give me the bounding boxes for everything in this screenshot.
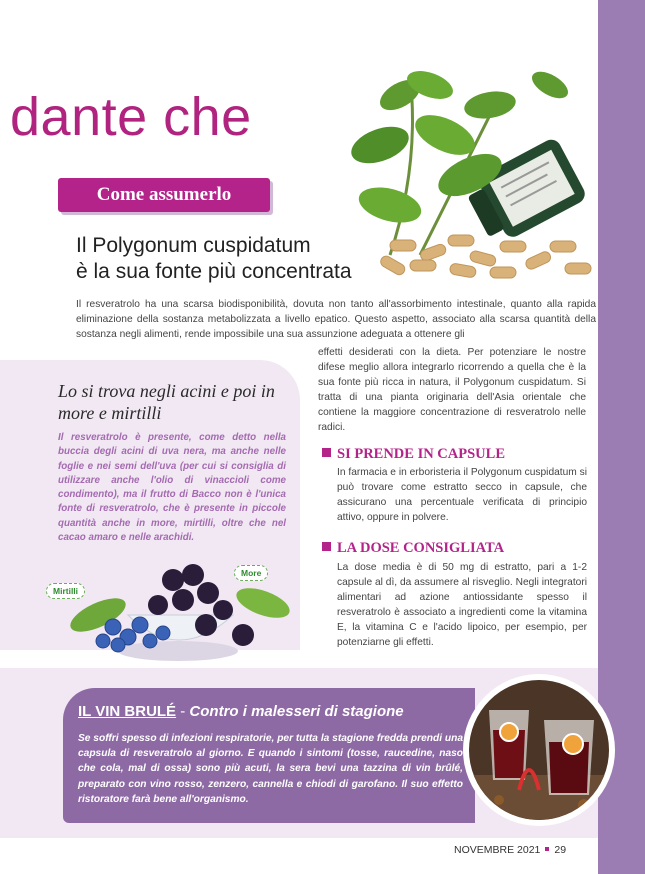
section-heading-capsule	[322, 446, 505, 463]
bullet-square-icon	[322, 448, 331, 457]
tag-blackberries: More	[234, 565, 268, 581]
section-paragraph-dose: La dose media è di 50 mg di estratto, pari a 1-2 capsule al dì, da assumere al risveglio. Negli integratori alimentari ad azione antiossidante spesso il resveratrolo è associato a ingredienti come la vitamina E, la vitamina C e l'acido lipoico, per esempio, per potenziarne gli effetti.	[337, 562, 587, 648]
page-footer	[454, 844, 566, 856]
section-heading-text: LA DOSE CONSIGLIATA	[337, 540, 505, 556]
section-badge	[58, 178, 270, 212]
page-title-fragment: dante che	[10, 87, 252, 147]
footer-separator-icon	[545, 847, 549, 851]
tag-blueberries: Mirtilli	[46, 583, 85, 599]
page-number: 29	[554, 844, 567, 856]
intro-paragraph-continued: effetti desiderati con la dieta. Per potenziare le nostre difese meglio allora integrarlo ricorrendo a quella che è la sua fonte più ricca in natura, il Polygonum cuspidatum. Si tratta di una pianta originaria dell'Asia orientale che contiene la maggiore concentrazione di resveratrolo nelle radici.	[318, 347, 586, 433]
sidebar-text: Il resveratrolo è presente, come detto nella buccia degli acini di uva nera, ma anche nelle foglie e nei semi dell'uva (per cui si consiglia di utilizzare anche l'olio di vinaccioli come condimento), ma il frutto di Bacco non è l'unica fonte di resveratrolo, che è presente in piccole quantità anche in more, mirtilli, oltre che nel cacao amaro e nelle arachidi.	[58, 432, 286, 544]
vin-brule-title-separator: -	[176, 703, 190, 720]
vin-brule-title-main: IL VIN BRULÉ	[78, 703, 177, 720]
polygonum-capsules-image	[350, 55, 598, 285]
headline-line-2: è la sua fonte più concentrata	[76, 260, 352, 283]
mulled-wine-image	[469, 680, 609, 820]
section-paragraph-capsule: In farmacia e in erboristeria il Polygonum cuspidatum si può trovare come estratto secco in capsule, che assicurano una percentuale verificata di principio attivo, oppure in polvere.	[337, 467, 587, 523]
bullet-square-icon	[322, 542, 331, 551]
section-heading-dose	[322, 540, 504, 557]
mulled-wine-photo	[463, 674, 615, 826]
headline	[76, 233, 376, 285]
vin-brule-text: Se soffri spesso di infezioni respiratorie, per tutta la stagione fredda prendi una capsula di resveratrolo al giorno. E quando i sintomi (tosse, raucedine, naso che cola, mal di ossa) sono più acuti, la sera bevi una tazzina di vin brûlé, preparato con vino rosso, zenzero, cannella e chiodi di garofano. Il suo effetto ristoratore farà bene all'organismo.	[78, 733, 463, 805]
sidebar-title: Lo si trova negli acini e poi in more e mirtilli	[58, 381, 275, 423]
intro-paragraph: Il resveratrolo ha una scarsa biodisponibilità, dovuta non tanto all'assorbimento intestinale, quanto alla rapida eliminazione della sostanza metabolizzata a livello epatico. Questo aspetto, associato alla scarsa quantità della sostanza negli alimenti, rende impossibile una sua assunzione adeguata a ottenere gli	[76, 299, 596, 340]
section-heading-text: SI PRENDE IN CAPSULE	[337, 446, 505, 462]
badge-label: Come assumerlo	[96, 184, 232, 205]
footer-issue: NOVEMBRE 2021	[454, 844, 541, 856]
headline-line-1: Il Polygonum cuspidatum	[76, 234, 311, 257]
vin-brule-title	[78, 703, 404, 720]
vin-brule-title-sub: Contro i malesseri di stagione	[189, 703, 404, 720]
